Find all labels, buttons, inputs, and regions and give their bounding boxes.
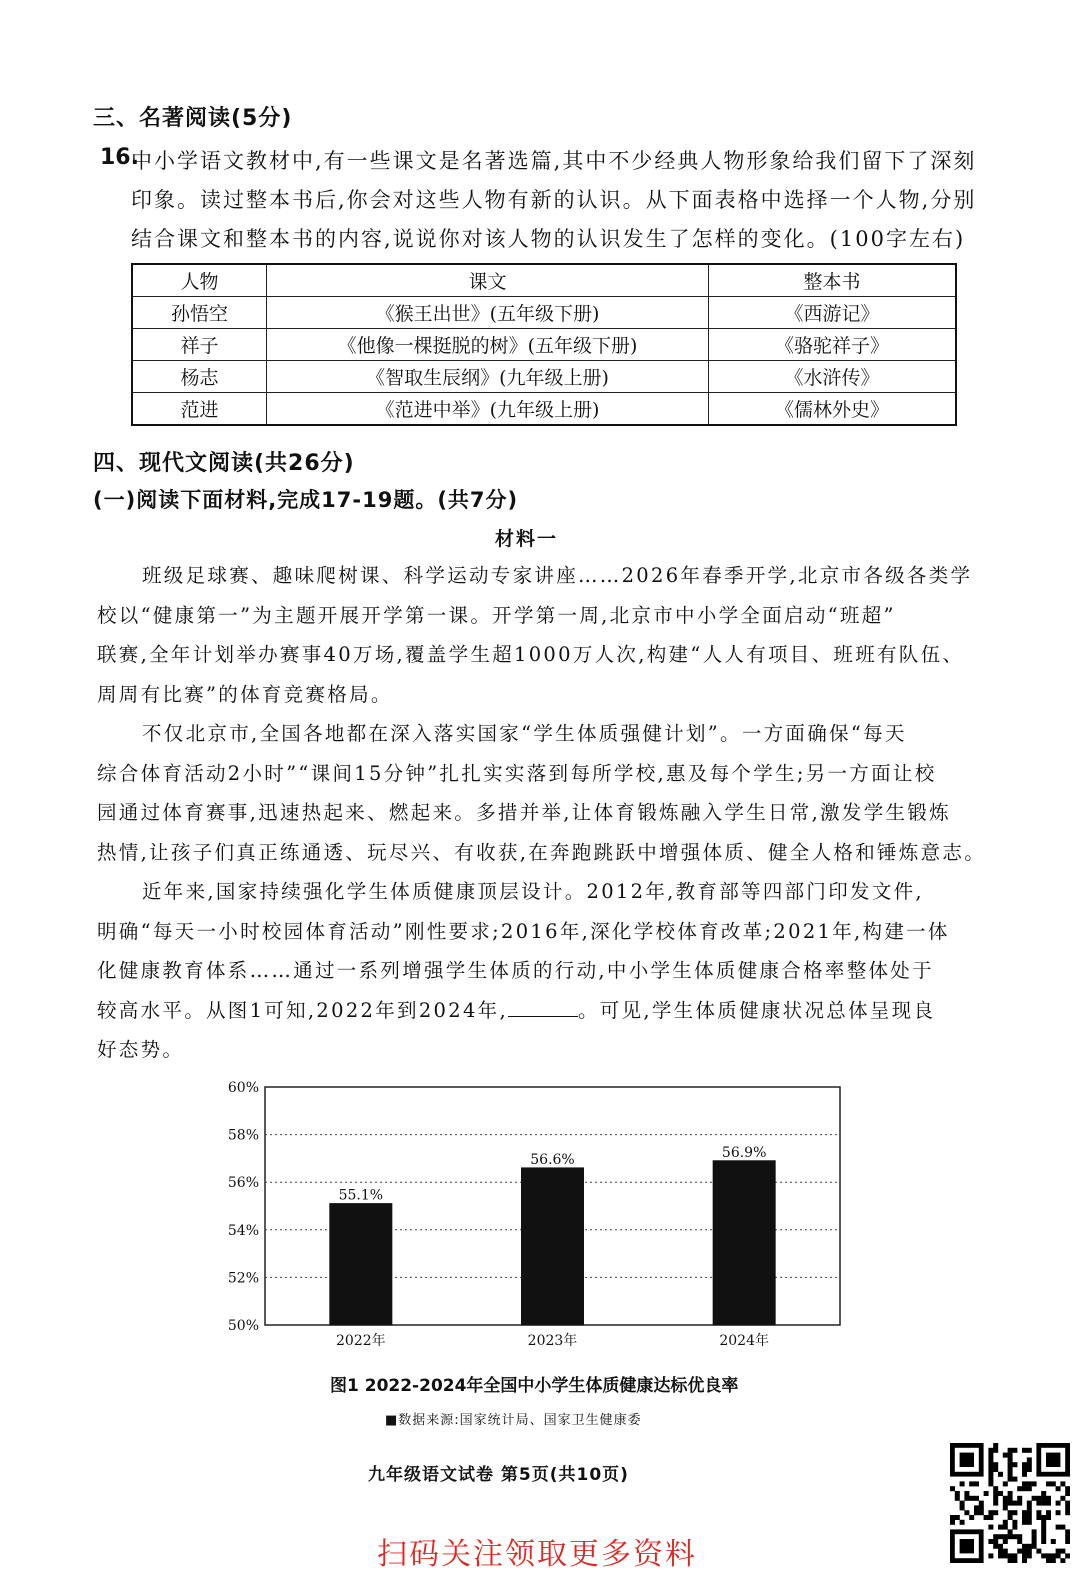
- table-cell: 《骆驼祥子》: [709, 329, 957, 361]
- para-line: 热情,让孩子们真正练通透、玩尽兴、有收获,在奔跑跳跃中增强体质、健全人格和锤炼意志。: [97, 840, 986, 864]
- bar-value-label: 55.1%: [338, 1187, 384, 1204]
- para-line: 不仅北京市,全国各地都在深入落实国家“学生体质强健计划”。一方面确保“每天: [142, 722, 907, 745]
- para-line: 班级足球赛、趣味爬树课、科学运动专家讲座……2026年春季开学,北京市各级各类学: [142, 564, 973, 587]
- table-header: 课文: [267, 264, 709, 297]
- answer-blank[interactable]: [508, 998, 578, 1017]
- x-tick-label: 2024年: [719, 1333, 769, 1349]
- y-tick-label: 58%: [227, 1127, 259, 1144]
- page-footer: 九年级语文试卷 第5页(共10页): [368, 1465, 629, 1485]
- table-cell: 《水浒传》: [709, 361, 957, 393]
- x-tick-label: 2022年: [336, 1333, 386, 1349]
- section3-title: 三、名著阅读(5分): [93, 106, 293, 131]
- chart-source: ■数据来源:国家统计局、国家卫生健康委: [385, 1413, 642, 1428]
- question-line: 中小学语文教材中,有一些课文是名著选篇,其中不少经典人物形象给我们留下了深刻: [131, 149, 977, 173]
- para-line-with-blank: [97, 991, 950, 1031]
- table-cell: 祥子: [132, 329, 267, 361]
- table-cell: 《猴王出世》(五年级下册): [267, 297, 709, 329]
- paragraph-3: [97, 872, 950, 1070]
- promo-text: 扫码关注领取更多资料: [377, 1537, 697, 1572]
- bar: [330, 1204, 392, 1325]
- y-tick-label: 52%: [227, 1270, 259, 1287]
- table-header: 整本书: [709, 264, 957, 297]
- paragraph-2: [97, 714, 986, 872]
- para-line: 明确“每天一小时校园体育活动”刚性要求;2016年,深化学校体育改革;2021年,构建一体: [97, 919, 950, 943]
- para-line: 校以“健康第一”为主题开展开学第一课。开学第一周,北京市中小学全面启动“班超”: [97, 603, 896, 627]
- para-line: 联赛,全年计划举办赛事40万场,覆盖学生超1000万人次,构建“人人有项目、班班有队伍、: [97, 643, 965, 666]
- material-title: 材料一: [495, 528, 559, 550]
- bar-value-label: 56.6%: [530, 1151, 575, 1168]
- bar-chart: [215, 1075, 855, 1365]
- bar: [713, 1161, 775, 1325]
- table-cell: 《智取生辰纲》(九年级上册): [267, 361, 709, 393]
- bar-value-label: 56.9%: [721, 1144, 767, 1161]
- y-tick-label: 50%: [227, 1318, 259, 1334]
- para-line: 化健康教育体系……通过一系列增强学生体质的行动,中小学生体质健康合格率整体处于: [97, 959, 934, 982]
- table-cell: 杨志: [132, 361, 267, 393]
- table-header: 人物: [132, 264, 267, 297]
- table-row: [132, 297, 956, 329]
- y-tick-label: 54%: [227, 1222, 259, 1239]
- table-cell: 孙悟空: [132, 297, 267, 329]
- para-line: 园通过体育赛事,迅速热起来、燃起来。多措并举,让体育锻炼融入学生日常,激发学生锻炼: [97, 801, 951, 824]
- x-tick-label: 2023年: [527, 1333, 578, 1349]
- table-cell: 范进: [132, 393, 267, 426]
- para-text: 。可见,学生体质健康状况总体呈现良: [577, 998, 936, 1022]
- table-cell: 《范进中举》(九年级上册): [267, 393, 709, 426]
- question-number: 16.: [100, 145, 139, 170]
- table-header-row: [132, 264, 956, 297]
- para-text: 较高水平。从图1可知,2022年到2024年,: [97, 998, 508, 1022]
- table-row: [132, 329, 956, 361]
- bar: [522, 1168, 584, 1325]
- para-line: 近年来,国家持续强化学生体质健康顶层设计。2012年,教育部等四部门印发文件,: [142, 880, 924, 903]
- para-line: 综合体育活动2小时”“课间15分钟”扎扎实实落到每所学校,惠及每个学生;另一方面让校: [97, 761, 937, 785]
- question-line: 结合课文和整本书的内容,说说你对该人物的认识发生了怎样的变化。(100字左右): [131, 227, 966, 251]
- qr-code-icon[interactable]: [950, 1443, 1070, 1563]
- table-cell: 《他像一棵挺脱的树》(五年级下册): [267, 329, 709, 361]
- table-cell: 《西游记》: [709, 297, 957, 329]
- question-line: 印象。读过整本书后,你会对这些人物有新的认识。从下面表格中选择一个人物,分别: [131, 188, 977, 212]
- para-line: 好态势。: [97, 1038, 185, 1061]
- y-tick-label: 56%: [227, 1175, 259, 1192]
- section4-title: 四、现代文阅读(共26分): [93, 451, 355, 476]
- y-tick-label: 60%: [227, 1080, 259, 1096]
- works-table: [131, 263, 957, 426]
- paragraph-1: [97, 556, 972, 714]
- para-line: 周周有比赛”的体育竞赛格局。: [97, 682, 393, 706]
- table-row: [132, 361, 956, 393]
- section4-subtitle: (一)阅读下面材料,完成17-19题。(共7分): [93, 488, 519, 512]
- table-cell: 《儒林外史》: [709, 393, 957, 426]
- table-row: [132, 393, 956, 426]
- chart-caption: 图1 2022-2024年全国中小学生体质健康达标优良率: [330, 1376, 739, 1396]
